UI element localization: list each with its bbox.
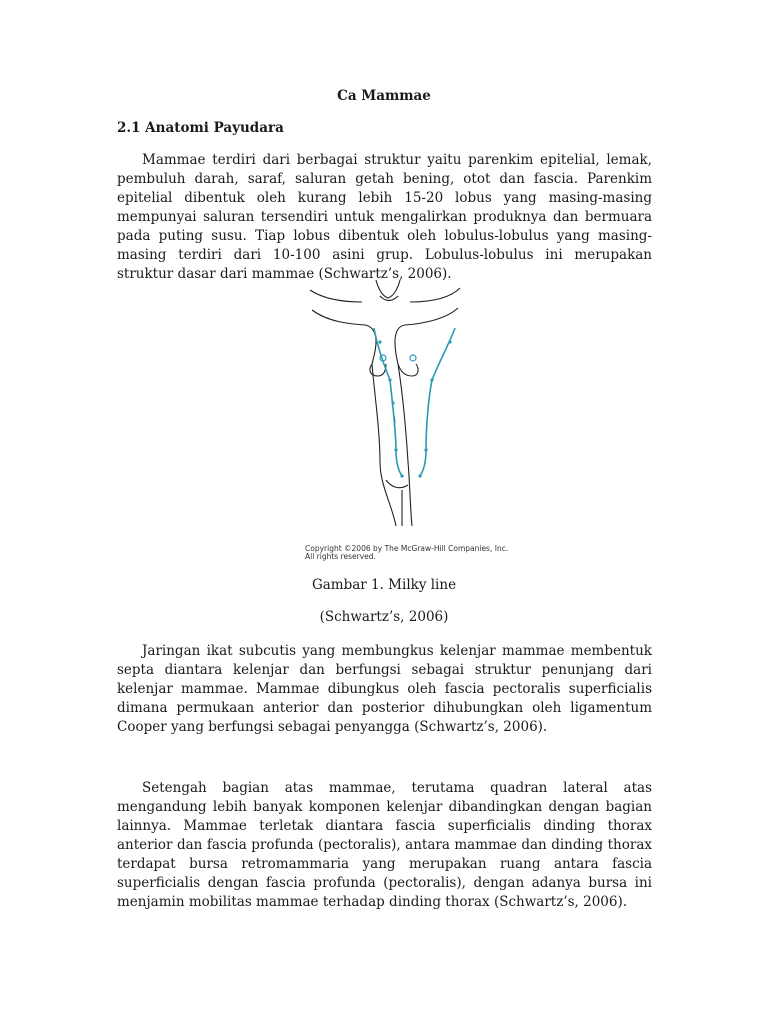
paragraph-1: Mammae terdiri dari berbagai struktur yaitu parenkim epitelial, lemak, pembuluh darah, saraf, saluran getah bening, otot dan fascia. Parenkim epitelial dibentuk oleh kurang lebih 15-20 lobus yang masing-masing mempunyai saluran tersendiri untuk mengalirkan produknya dan bermuara pada puting susu. Tiap lobus dibentuk oleh lobulus-lobulus yang masing-masing terdiri dari 10-100 asini grup. Lobulus-lobulus ini merupakan struktur dasar dari mammae (Schwartz’s, 2006).	[117, 152, 652, 282]
copyright-line-1: Copyright ©2006 by The McGraw-Hill Companies, Inc.	[305, 544, 509, 553]
section-heading: 2.1 Anatomi Payudara	[117, 120, 284, 136]
paragraph-3: Setengah bagian atas mammae, terutama quadran lateral atas mengandung lebih banyak komponen kelenjar dibandingkan dengan bagian lainnya. Mammae terletak diantara fascia superficialis dinding thorax anterior dan fascia profunda (pectoralis), antara mammae dan dinding thorax terdapat bursa retromammaria yang merupakan ruang antara fascia superficialis dengan fascia profunda (pectoralis), dengan adanya bursa ini menjamin mobilitas mammae terhadap dinding thorax (Schwartz’s, 2006).	[117, 780, 652, 910]
document-title: Ca Mammae	[337, 88, 431, 104]
figure-caption: Gambar 1. Milky line	[311, 577, 457, 593]
figure-source: (Schwartz’s, 2006)	[319, 609, 449, 625]
paragraph-2: Jaringan ikat subcutis yang membungkus kelenjar mammae membentuk septa diantara kelenjar dan berfungsi sebagai struktur penunjang dari kelenjar mammae. Mammae dibungkus oleh fascia pectoralis superficialis dimana permukaan anterior dan posterior dihubungkan oleh ligamentum Cooper yang berfungsi sebagai penyangga (Schwartz’s, 2006).	[117, 643, 652, 735]
milky-line-figure	[300, 280, 470, 528]
copyright-line-2: All rights reserved.	[305, 552, 376, 561]
figure-copyright	[305, 545, 525, 561]
